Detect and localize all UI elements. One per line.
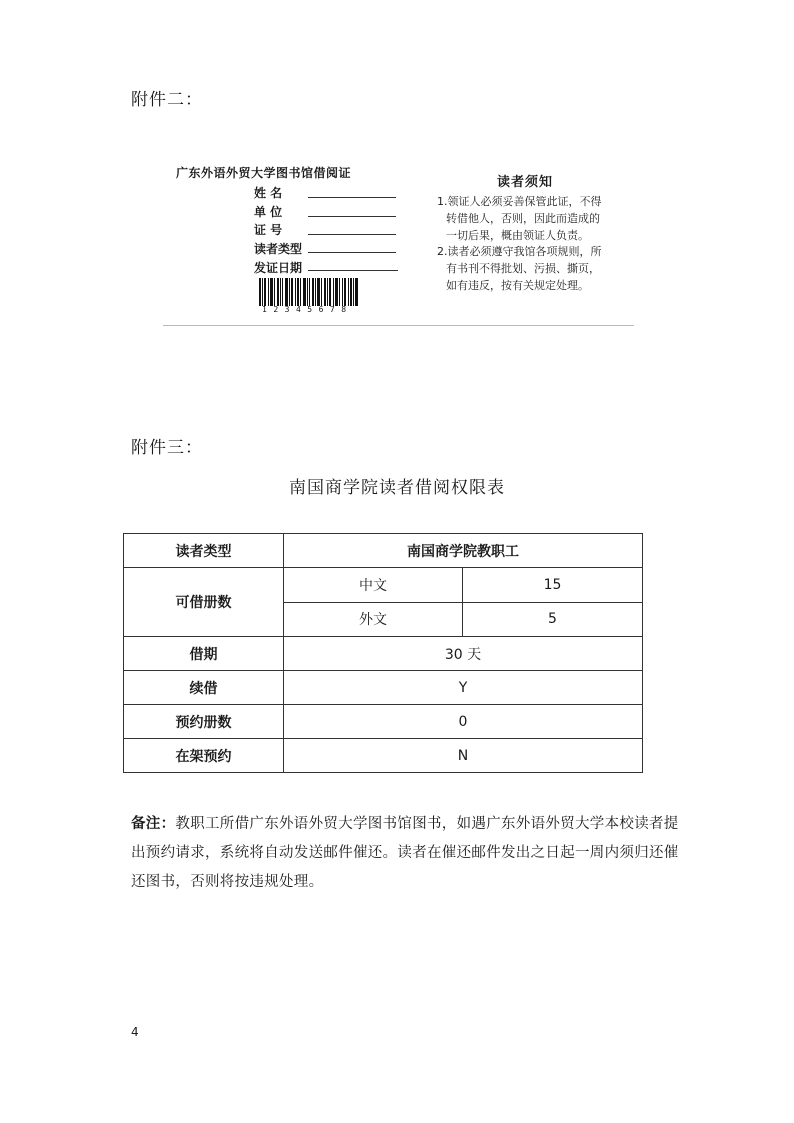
row-label: 在架预约 [124,739,284,773]
card-divider [163,325,634,326]
header-reader-type: 读者类型 [124,534,284,568]
card-field-unit-line [308,216,396,217]
row-label: 借期 [124,637,284,671]
note-label: 备注： [131,816,176,832]
attachment-2-title: 附件二： [131,90,203,110]
card-field-id: 证 号 [254,223,283,237]
note-text: 教职工所借广东外语外贸大学图书馆图书，如遇广东外语外贸大学本校读者提出预约请求，系统将自动发送邮件催还。读者在催还邮件发出之日起一周内须归还催还图书，否则将按违规处理。 [131,816,679,890]
notice-title: 读者须知 [497,175,554,190]
note-paragraph [131,810,691,897]
barcode-image [259,278,358,306]
card-field-issue-date: 发证日期 [254,261,303,275]
foreign-value: 5 [463,602,643,637]
borrow-count-label: 可借册数 [124,568,284,637]
page-number: 4 [131,1025,139,1039]
foreign-label: 外文 [284,602,463,637]
table-row [124,637,643,671]
notice-line: 如有违反，按有关规定处理。 [446,279,589,292]
table-row [124,534,643,568]
card-field-unit: 单 位 [254,205,283,219]
barcode-number: 12345678 [262,305,353,314]
notice-line: 1.领证人必须妥善保管此证，不得 [437,195,602,208]
row-value: 0 [284,705,643,739]
row-value: 30 天 [284,637,643,671]
row-label: 预约册数 [124,705,284,739]
attachment-3-title: 附件三： [131,438,203,458]
card-field-id-line [308,234,396,235]
card-field-issue-date-line [308,270,398,271]
card-field-name: 姓 名 [254,186,283,200]
card-field-reader-type-line [308,252,396,253]
row-value: Y [284,671,643,705]
table-title: 南国商学院读者借阅权限表 [289,478,505,498]
notice-line: 2.读者必须遵守我馆各项规则，所 [437,245,602,258]
chinese-value: 15 [463,568,643,603]
notice-line: 有书刊不得批划、污损、撕页， [446,262,600,275]
chinese-label: 中文 [284,568,463,603]
card-field-reader-type: 读者类型 [254,242,303,256]
borrowing-rights-table [123,533,643,773]
row-label: 续借 [124,671,284,705]
table-row [124,568,643,603]
card-title: 广东外语外贸大学图书馆借阅证 [176,166,352,180]
table-row [124,671,643,705]
card-field-name-line [308,197,396,198]
table-row [124,705,643,739]
header-staff: 南国商学院教职工 [284,534,643,568]
table-row [124,739,643,773]
notice-line: 一切后果，概由领证人负责。 [446,229,589,242]
notice-line: 转借他人，否则，因此而造成的 [446,212,600,225]
row-value: N [284,739,643,773]
